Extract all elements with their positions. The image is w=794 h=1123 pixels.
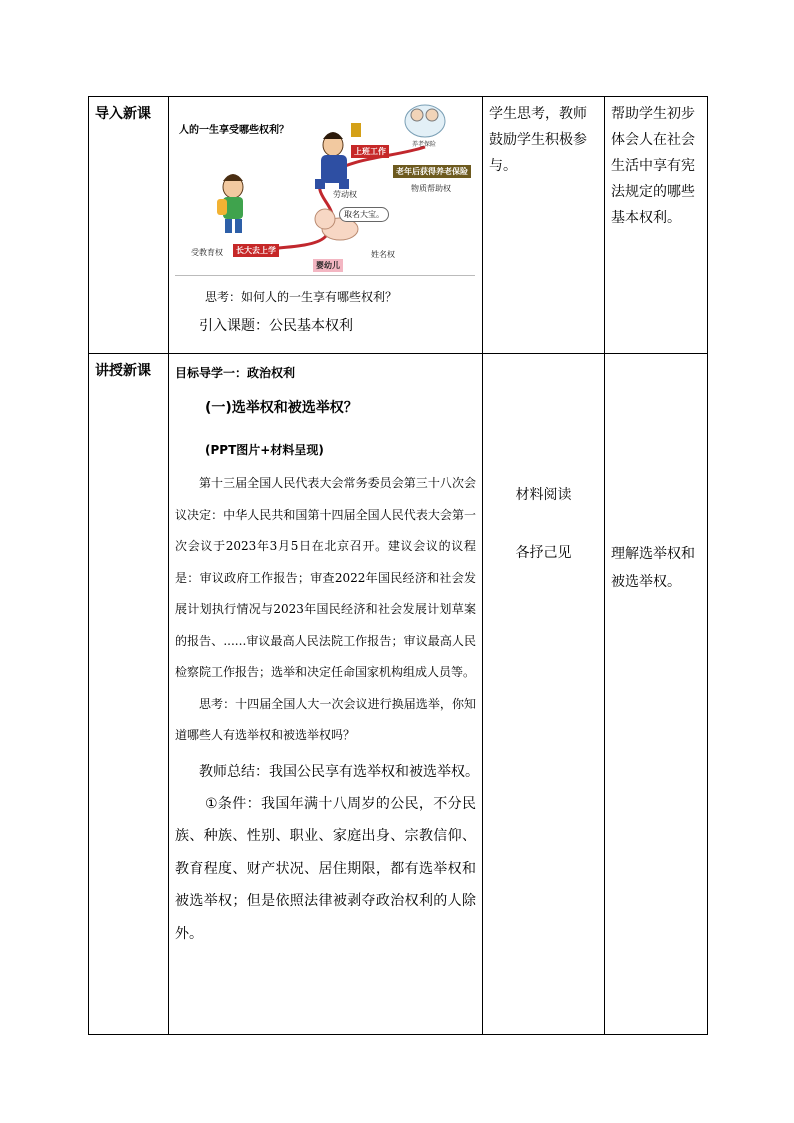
design-goal-text: 帮助学生初步体会人在社会生活中享有宪法规定的哪些基本权利。 <box>611 106 695 226</box>
lead-in-topic: 引入课题：公民基本权利 <box>199 318 353 334</box>
education-right-caption: 受教育权 <box>191 248 223 257</box>
pension-label: 养老保险 <box>412 141 437 148</box>
illustration-divider <box>175 275 475 276</box>
teacher-summary: 教师总结：我国公民享有选举权和被选举权。 <box>199 763 479 780</box>
content-cell <box>169 97 483 354</box>
retire-tag: 老年后获得养老保险 <box>393 165 471 178</box>
section-label: 导入新课 <box>89 97 169 354</box>
think-question: 思考：如何人的一生享有哪些权利？ <box>205 290 398 304</box>
sub-heading: (一)选举权和被选举权？ <box>205 400 358 416</box>
content-cell <box>169 354 483 1035</box>
design-goal-text: 理解选举权和被选举权。 <box>611 546 695 590</box>
labor-right-caption: 劳动权 <box>333 190 357 199</box>
material-aid-caption: 物质帮助权 <box>411 184 451 193</box>
school-tag: 长大去上学 <box>233 244 279 257</box>
work-tag: 上班工作 <box>351 145 389 158</box>
condition-text: ①条件：我国年满十八周岁的公民，不分民族、种族、性别、职业、家庭出身、宗教信仰、教育程度、财产状况、居住期限，都有选举权和被选举权；但是依照法律被剥夺政治权利的人除外。 <box>175 795 476 942</box>
student-activity-cell <box>483 97 605 354</box>
think-question: 思考：十四届全国人大一次会议进行换届选举，你知道哪些人有选举权和被选举权吗？ <box>175 696 476 742</box>
life-rights-illustration <box>175 97 475 273</box>
student-activity-reading: 材料阅读 <box>515 487 572 503</box>
table-row <box>89 354 708 1035</box>
section-label: 讲授新课 <box>89 354 169 1035</box>
goal-heading: 目标导学一：政治权利 <box>175 366 296 380</box>
ppt-note: (PPT图片+材料呈现) <box>205 443 324 457</box>
illustration-title: 人的一生享受哪些权利？ <box>179 125 289 136</box>
material-passage: 第十三届全国人民代表大会常务委员会第三十八次会议决定：中华人民共和国第十四届全国人民代表大会第一次会议于2023年3月5日在北京召开。建议会议的议程是：审议政府工作报告；审查2022年国民经济和社会发展计划执行情况与2023年国民经济和社会发展计划草案的报告、......审议最高人民法院工作报告；审议最高人民检察院工作报告；选举和决定任命国家机构组成人员等。 <box>175 476 476 679</box>
student-activity-cell <box>483 354 605 1035</box>
design-goal-cell <box>605 354 708 1035</box>
infant-tag: 婴幼儿 <box>313 259 343 272</box>
naming-bubble: 取名大宝。 <box>339 207 389 222</box>
lesson-plan-table <box>88 96 708 1035</box>
design-goal-cell <box>605 97 708 354</box>
child-figure <box>217 174 243 233</box>
student-activity-discussion: 各抒己见 <box>515 545 572 561</box>
elderly-figure <box>405 105 445 137</box>
student-activity-text: 学生思考，教师鼓励学生积极参与。 <box>489 106 587 174</box>
name-right-caption: 姓名权 <box>371 250 395 259</box>
table-row <box>89 97 708 354</box>
